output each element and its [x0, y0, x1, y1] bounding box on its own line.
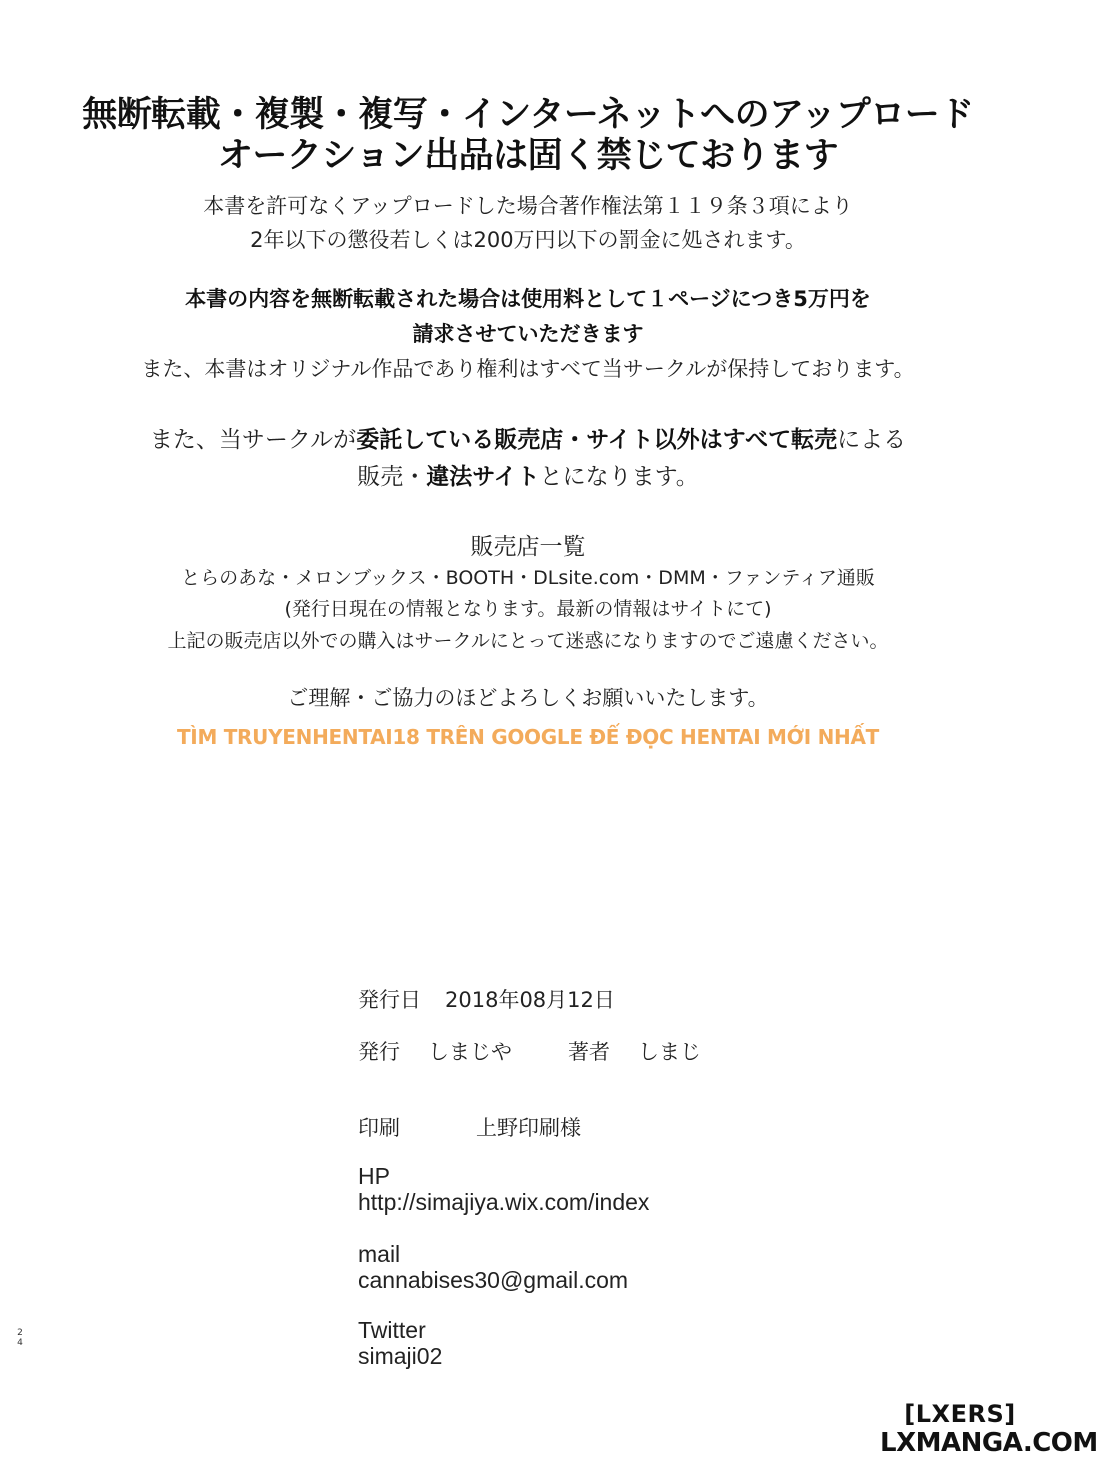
publisher-label: 発行	[358, 1040, 400, 1064]
notice-line-2: 2年以下の懲役若しくは200万円以下の罰金に処されます。	[250, 228, 806, 252]
hp-link[interactable]: http://simajiya.wix.com/index	[358, 1189, 650, 1215]
page-number-digit-1: 2	[17, 1328, 23, 1338]
resale-line-1a: また、当サークルが	[149, 427, 357, 453]
publisher-value: しまじや	[428, 1040, 512, 1064]
logo-line-1: [LXERS]	[904, 1400, 1016, 1428]
stores-note: (発行日現在の情報となります。最新の情報はサイトにて)	[284, 598, 772, 620]
printer-value: 上野印刷様	[476, 1116, 581, 1140]
resale-line-2c: とになります。	[539, 464, 699, 490]
mail-address[interactable]: cannabises30@gmail.com	[358, 1267, 629, 1293]
twitter-label: Twitter	[358, 1317, 426, 1343]
stores-warning: 上記の販売店以外での購入はサークルにとって迷惑になりますのでご遠慮ください。	[167, 630, 889, 652]
stores-title: 販売店一覧	[470, 534, 586, 560]
author-label: 著者	[568, 1040, 610, 1064]
date-label: 発行日	[358, 988, 421, 1012]
resale-line-1	[0, 421, 1056, 454]
resale-line-1c: による	[837, 427, 907, 453]
twitter-handle[interactable]: simaji02	[358, 1343, 443, 1369]
notice-line-1: 本書を許可なくアップロードした場合著作権法第１１９条３項により	[203, 194, 853, 218]
fee-line-1: 本書の内容を無断転載された場合は使用料として１ページにつき5万円を	[185, 287, 871, 311]
date-value: 2018年08月12日	[445, 988, 615, 1012]
rights-statement: また、本書はオリジナル作品であり権利はすべて当サークルが保持しております。	[141, 357, 915, 381]
watermark-text: TÌM TRUYENHENTAI18 TRÊN GOOGLE ĐỂ ĐỌC HENTAI MỚI NHẤT	[176, 725, 880, 749]
page-number	[16, 1328, 24, 1348]
author-value: しまじ	[638, 1040, 701, 1064]
heading-line-1: 無断転載・複製・複写・インターネットへのアップロード	[82, 95, 974, 135]
stores-list: とらのあな・メロンブックス・BOOTH・DLsite.com・DMM・ファンティア通販	[181, 567, 875, 589]
page-number-digit-2: 4	[17, 1338, 23, 1348]
colophon-printer	[358, 1112, 581, 1142]
resale-line-2a: 販売・	[357, 464, 427, 490]
site-logo	[880, 1400, 1098, 1458]
mail-label: mail	[358, 1241, 401, 1267]
resale-line-2b: 違法サイト	[426, 464, 540, 490]
colophon-date	[358, 984, 615, 1014]
fee-line-2: 請求させていただきます	[412, 322, 644, 346]
resale-line-1b: 委託している販売店・サイト以外はすべて転売	[356, 427, 838, 453]
hp-label: HP	[358, 1163, 390, 1189]
colophon-publisher	[358, 1036, 701, 1066]
thanks-line: ご理解・ご協力のほどよろしくお願いいたします。	[287, 686, 769, 710]
logo-line-2: LXMANGA.COM	[880, 1428, 1098, 1458]
resale-line-2	[0, 458, 1056, 491]
printer-label: 印刷	[358, 1116, 400, 1140]
heading-line-2: オークション出品は固く禁じております	[217, 136, 839, 176]
